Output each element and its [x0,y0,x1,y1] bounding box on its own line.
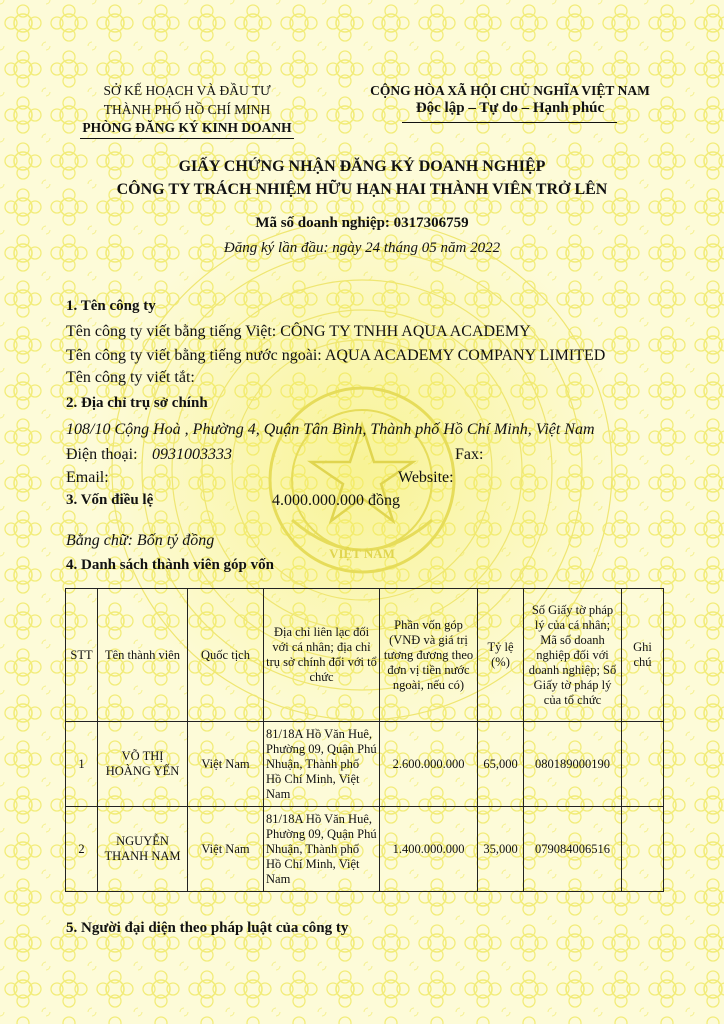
column-header: Ghi chú [622,589,664,722]
agency-line-3: PHÒNG ĐĂNG KÝ KINH DOANH [82,120,292,135]
company-name-vietnamese: Tên công ty viết bằng tiếng Việt: CÔNG TY TNHH AQUA ACADEMY [66,323,531,340]
section-4-heading: 4. Danh sách thành viên góp vốn [66,557,274,573]
charter-capital-amount: 4.000.000.000 đồng [272,492,400,509]
enterprise-code: Mã số doanh nghiệp: 0317306759 [255,215,469,231]
agency-underline [80,138,294,139]
cell-ratio: 65,000 [478,722,524,807]
table-header-row [66,589,664,722]
company-short-name: Tên công ty viết tắt: [66,369,195,386]
cell-ratio: 35,000 [478,807,524,892]
column-header: Số Giấy tờ pháp lý của cá nhân; Mã số doanh nghiệp đối với doanh nghiệp; Số Giấy tờ pháp lý của tổ chức [524,589,622,722]
agency-line-1: SỞ KẾ HOẠCH VÀ ĐẦU TƯ [103,83,271,98]
agency-line-2: THÀNH PHỐ HỒ CHÍ MINH [103,102,271,117]
cell-capital: 2.600.000.000 [380,722,478,807]
section-1-heading: 1. Tên công ty [66,298,156,314]
phone-value: 0931003333 [152,446,232,463]
column-header: Tên thành viên [98,589,188,722]
section-3-heading: 3. Vốn điều lệ [66,492,154,508]
website-label: Website: [398,469,454,486]
cell-member-name: NGUYỄN THANH NAM [98,807,188,892]
cell-legal-doc: 080189000190 [524,722,622,807]
cell-address: 81/18A Hồ Văn Huê, Phường 09, Quận Phú Nhuận, Thành phố Hồ Chí Minh, Việt Nam [264,807,380,892]
column-header: Quốc tịch [188,589,264,722]
phone-label: Điện thoại: [66,446,138,463]
table-row [66,722,664,807]
column-header: Phần vốn góp (VNĐ và giá trị tương đương theo đơn vị tiền nước ngoài, nếu có) [380,589,478,722]
cell-capital: 1.400.000.000 [380,807,478,892]
company-name-foreign: Tên công ty viết bằng tiếng nước ngoài: AQUA ACADEMY COMPANY LIMITED [66,347,606,364]
svg-text:VIỆT NAM: VIỆT NAM [329,546,395,561]
head-office-address: 108/10 Cộng Hoà , Phường 4, Quận Tân Bình, Thành phố Hồ Chí Minh, Việt Nam [66,421,595,438]
cell-address: 81/18A Hồ Văn Huê, Phường 09, Quận Phú Nhuận, Thành phố Hồ Chí Minh, Việt Nam [264,722,380,807]
company-type-title: CÔNG TY TRÁCH NHIỆM HỮU HẠN HAI THÀNH VIÊN TRỞ LÊN [116,181,608,198]
charter-capital-in-words: Bằng chữ: Bốn tỷ đồng [66,532,215,549]
section-2-heading: 2. Địa chỉ trụ sở chính [66,395,208,411]
registration-date: Đăng ký lần đầu: ngày 24 tháng 05 năm 2022 [223,240,501,256]
cell-note [622,722,664,807]
republic-name: CỘNG HÒA XÃ HỘI CHỦ NGHĨA VIỆT NAM [370,83,650,98]
column-header: Tỷ lệ (%) [478,589,524,722]
cell-nationality: Việt Nam [188,807,264,892]
cell-note [622,807,664,892]
section-5-heading: 5. Người đại diện theo pháp luật của công ty [66,920,349,936]
cell-stt: 1 [66,722,98,807]
column-header: STT [66,589,98,722]
column-header: Địa chỉ liên lạc đối với cá nhân; địa chỉ trụ sở chính đối với tổ chức [264,589,380,722]
motto-underline [402,122,617,123]
republic-motto: Độc lập – Tự do – Hạnh phúc [415,100,605,116]
certificate-title: GIẤY CHỨNG NHẬN ĐĂNG KÝ DOANH NGHIỆP [178,158,546,175]
table-row [66,807,664,892]
cell-member-name: VÕ THỊ HOÀNG YẾN [98,722,188,807]
fax-label: Fax: [455,446,484,463]
cell-stt: 2 [66,807,98,892]
email-label: Email: [66,469,109,486]
cell-legal-doc: 079084006516 [524,807,622,892]
members-table [65,588,664,892]
cell-nationality: Việt Nam [188,722,264,807]
